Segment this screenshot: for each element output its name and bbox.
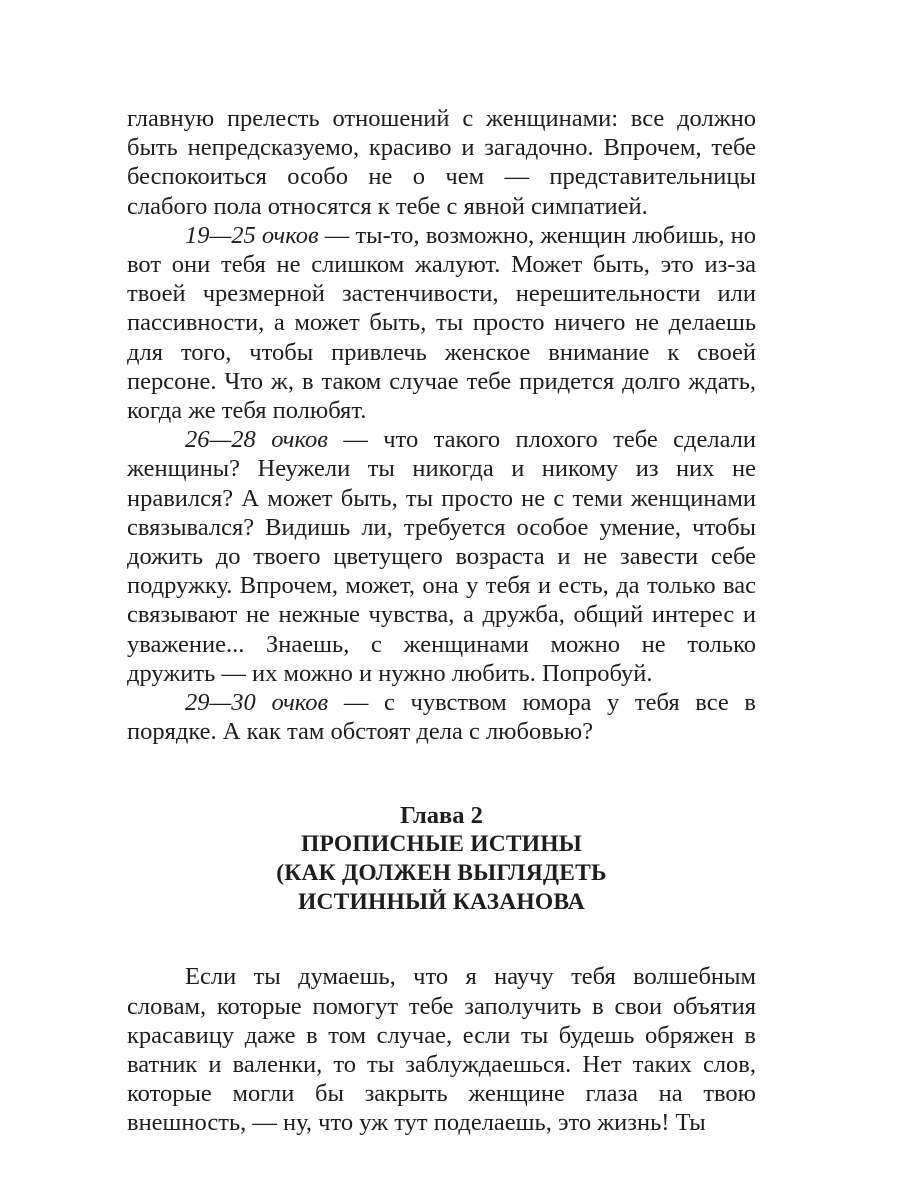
chapter-number: Глава 2: [400, 802, 483, 830]
paragraph-score-26-28: [127, 425, 756, 688]
chapter-heading: [127, 801, 756, 917]
score-range-label: 29—30 очков: [185, 689, 329, 717]
paragraph-chapter-body: [127, 962, 756, 1137]
paragraph-intro: [127, 104, 756, 221]
paragraph-score-19-25: [127, 221, 756, 425]
paragraph-text: Если ты думаешь, что я научу тебя волшебным словам, которые помогут тебе заполучить в свои объятия красавицу даже в том случае, если ты будешь обряжен в ватник и валенки, то ты заблуждаешься. Нет таких слов, которые могли бы закрыть женщине глаза на твою внешность, — ну, что уж тут поделаешь, это жизнь! Ты: [127, 963, 756, 1137]
score-range-label: 26—28 очков: [185, 426, 328, 454]
chapter-title-line-3: ИСТИННЫЙ КАЗАНОВА: [298, 889, 585, 916]
chapter-title-line-2: (КАК ДОЛЖЕН ВЫГЛЯДЕТЬ: [276, 860, 607, 887]
paragraph-text: главную прелесть отношений с женщинами: все должно быть непредсказуемо, красиво и загадочно. Впрочем, тебе беспокоиться особо не о чем — представительницы слабого пола относятся к тебе с явной симпатией.: [127, 105, 756, 220]
book-page: [127, 104, 756, 1138]
score-range-label: 19—25 очков: [185, 221, 319, 249]
paragraph-text: — с чувством юмора у тебя все в порядке. А как там обстоят дела с любовью?: [127, 689, 756, 746]
paragraph-score-29-30: [127, 688, 756, 746]
paragraph-text: — ты-то, возможно, женщин любишь, но вот они тебя не слишком жалуют. Может быть, это из-за твоей чрезмерной застенчивости, нерешительности или пассивности, а может быть, ты просто ничего не делаешь для того, чтобы привлечь женское внимание к своей персоне. Что ж, в таком случае тебе придется долго ждать, когда же тебя полюбят.: [127, 221, 756, 425]
chapter-title-line-1: ПРОПИСНЫЕ ИСТИНЫ: [301, 831, 582, 858]
paragraph-text: — что такого плохого тебе сделали женщины? Неужели ты никогда и никому из них не нравился? А может быть, ты просто не с теми женщинами связывался? Видишь ли, требуется особое умение, чтобы дожить до твоего цветущего возраста и не завести себе подружку. Впрочем, может, она у тебя и есть, да только вас связывают не нежные чувства, а дружба, общий интерес и уважение... Знаешь, с женщинами можно не только дружить — их можно и нужно любить. Попробуй.: [127, 426, 756, 687]
